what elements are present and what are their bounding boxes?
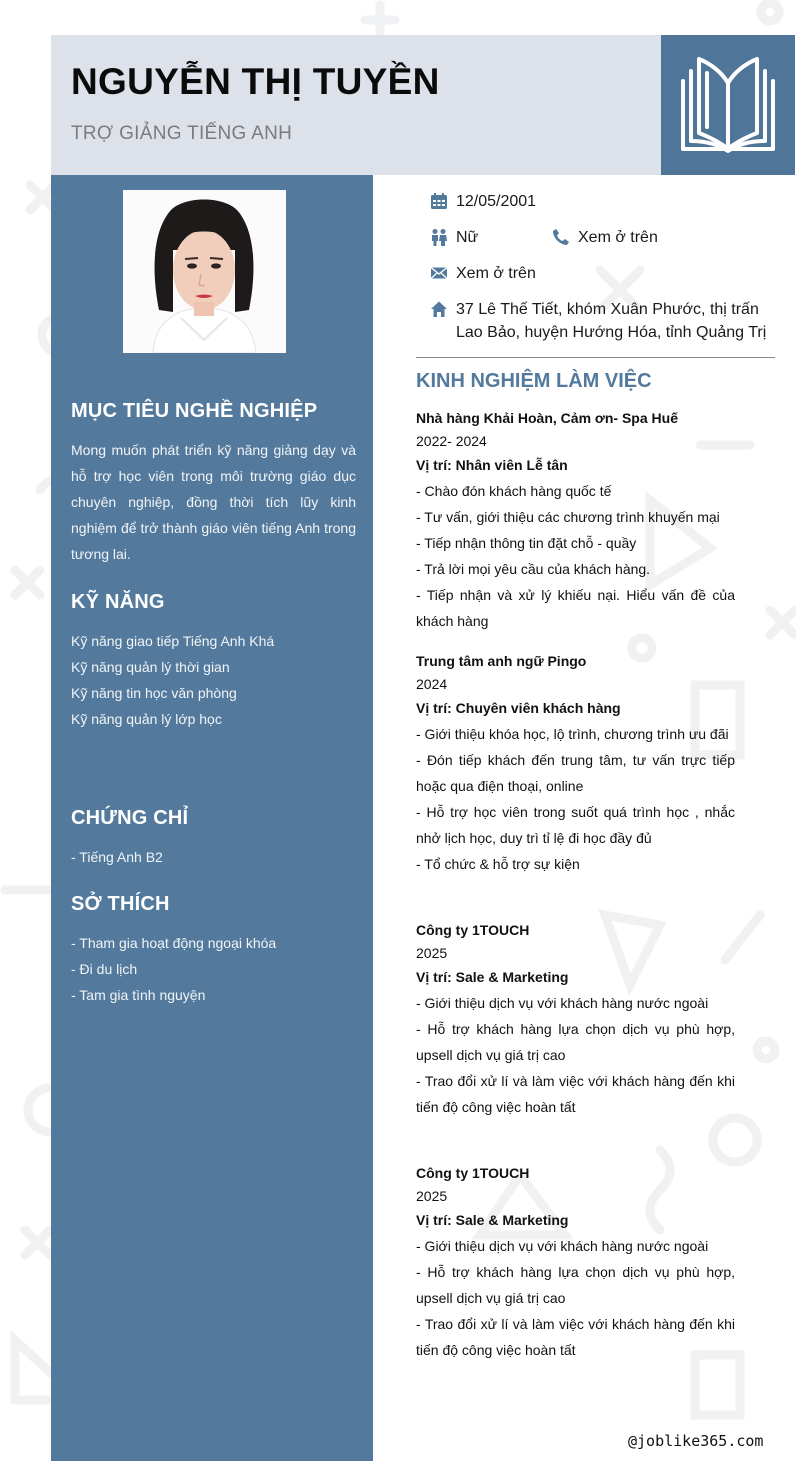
phone-row — [552, 226, 658, 249]
objective-heading: MỤC TIÊU NGHỀ NGHIỆP — [71, 400, 318, 422]
job-duty: - Giới thiệu khóa học, lộ trình, chương trình ưu đãi — [416, 726, 729, 742]
candidate-name: NGUYỄN THỊ TUYỀN — [71, 61, 440, 102]
job-position: Vị trí: Nhân viên Lễ tân — [416, 457, 568, 473]
job-duty: - Đón tiếp khách đến trung tâm, tư vấn trực tiếp hoặc qua điện thoại, online — [416, 752, 735, 794]
birthday-value: 12/05/2001 — [456, 193, 537, 210]
certificate-item: - Tiếng Anh B2 — [71, 849, 163, 865]
calendar-icon — [430, 192, 448, 210]
job-position: Vị trí: Chuyên viên khách hàng — [416, 700, 621, 716]
skill-item: Kỹ năng giao tiếp Tiếng Anh Khá — [71, 633, 275, 649]
sidebar — [51, 175, 373, 1461]
people-icon — [430, 228, 448, 246]
job-company: Trung tâm anh ngữ Pingo — [416, 653, 587, 669]
job-duty: - Hỗ trợ khách hàng lựa chọn dịch vụ phù hợp, upsell dịch vụ giá trị cao — [416, 1264, 735, 1306]
job-entry — [416, 1162, 735, 1363]
gender-row — [430, 226, 478, 249]
header-banner — [51, 35, 661, 175]
hobbies-list — [71, 930, 361, 1008]
divider — [416, 357, 775, 358]
profile-photo — [123, 190, 286, 353]
hobby-item: - Tham gia hoạt động ngoại khóa — [71, 935, 277, 951]
portrait-image — [123, 190, 286, 353]
job-company: Công ty 1TOUCH — [416, 1165, 530, 1181]
email-row — [430, 262, 536, 285]
address-value: 37 Lê Thế Tiết, khóm Xuân Phước, thị trấn Lao Bảo, huyện Hướng Hóa, tỉnh Quảng Trị — [456, 301, 767, 341]
job-duty: - Trả lời mọi yêu cầu của khách hàng. — [416, 561, 651, 577]
email-value[interactable]: Xem ở trên — [456, 265, 536, 282]
job-duty: - Trao đổi xử lí và làm việc với khách hàng đến khi tiến độ công việc hoàn tất — [416, 1073, 735, 1115]
hobby-item: - Đi du lịch — [71, 961, 138, 977]
open-book-icon — [681, 57, 775, 153]
objective-text: Mong muốn phát triển kỹ năng giảng dạy và hỗ trợ học viên trong môi trường giáo dục chuyên nghiệp, đồng thời tích lũy kinh nghiệm để trở thành giáo viên tiếng Anh trong tương lai. — [71, 442, 356, 562]
job-duty: - Tiếp nhận thông tin đặt chỗ - quầy — [416, 535, 637, 551]
gender-value: Nữ — [456, 229, 479, 246]
birthday-row — [430, 190, 536, 213]
job-years: 2022- 2024 — [416, 433, 487, 449]
job-years: 2024 — [416, 676, 448, 692]
job-duty: - Chào đón khách hàng quốc tế — [416, 483, 612, 499]
phone-icon — [552, 228, 570, 246]
skill-item: Kỹ năng quản lý lớp học — [71, 711, 222, 727]
skills-list — [71, 628, 361, 732]
job-duty: - Tư vấn, giới thiệu các chương trình khuyến mại — [416, 509, 720, 525]
job-title: TRỢ GIẢNG TIẾNG ANH — [71, 123, 293, 144]
job-company: Công ty 1TOUCH — [416, 922, 530, 938]
job-entry — [416, 650, 735, 877]
job-duty: - Hỗ trợ học viên trong suốt quá trình học , nhắc nhở lịch học, duy trì tỉ lệ đi học đầy đủ — [416, 804, 735, 846]
certificates-heading: CHỨNG CHỈ — [71, 807, 189, 829]
certificates-list — [71, 844, 361, 870]
home-icon — [430, 300, 448, 318]
phone-value[interactable]: Xem ở trên — [578, 229, 658, 246]
address-row — [430, 298, 775, 344]
hobby-item: - Tam gia tình nguyện — [71, 987, 206, 1003]
job-duty: - Giới thiệu dịch vụ với khách hàng nước ngoài — [416, 1238, 709, 1254]
book-badge — [661, 35, 795, 175]
job-company: Nhà hàng Khải Hoàn, Cảm ơn- Spa Huế — [416, 410, 678, 426]
job-position: Vị trí: Sale & Marketing — [416, 969, 569, 985]
job-years: 2025 — [416, 1188, 448, 1204]
job-duty: - Tổ chức & hỗ trợ sự kiện — [416, 856, 580, 872]
mail-icon — [430, 264, 448, 282]
hobbies-heading: SỞ THÍCH — [71, 893, 170, 915]
job-entry — [416, 919, 735, 1120]
job-position: Vị trí: Sale & Marketing — [416, 1212, 569, 1228]
job-duty: - Giới thiệu dịch vụ với khách hàng nước ngoài — [416, 995, 709, 1011]
job-years: 2025 — [416, 945, 448, 961]
job-duty: - Hỗ trợ khách hàng lựa chọn dịch vụ phù hợp, upsell dịch vụ giá trị cao — [416, 1021, 735, 1063]
job-duty: - Tiếp nhận và xử lý khiếu nại. Hiểu vấn đề của khách hàng — [416, 587, 735, 629]
skill-item: Kỹ năng tin học văn phòng — [71, 685, 237, 701]
skill-item: Kỹ năng quản lý thời gian — [71, 659, 230, 675]
watermark: @joblike365.com — [628, 1432, 764, 1450]
job-duty: - Trao đổi xử lí và làm việc với khách hàng đến khi tiến độ công việc hoàn tất — [416, 1316, 735, 1358]
experience-heading: KINH NGHIỆM LÀM VIỆC — [416, 370, 652, 392]
job-entry — [416, 407, 735, 634]
skills-heading: KỸ NĂNG — [71, 591, 165, 613]
